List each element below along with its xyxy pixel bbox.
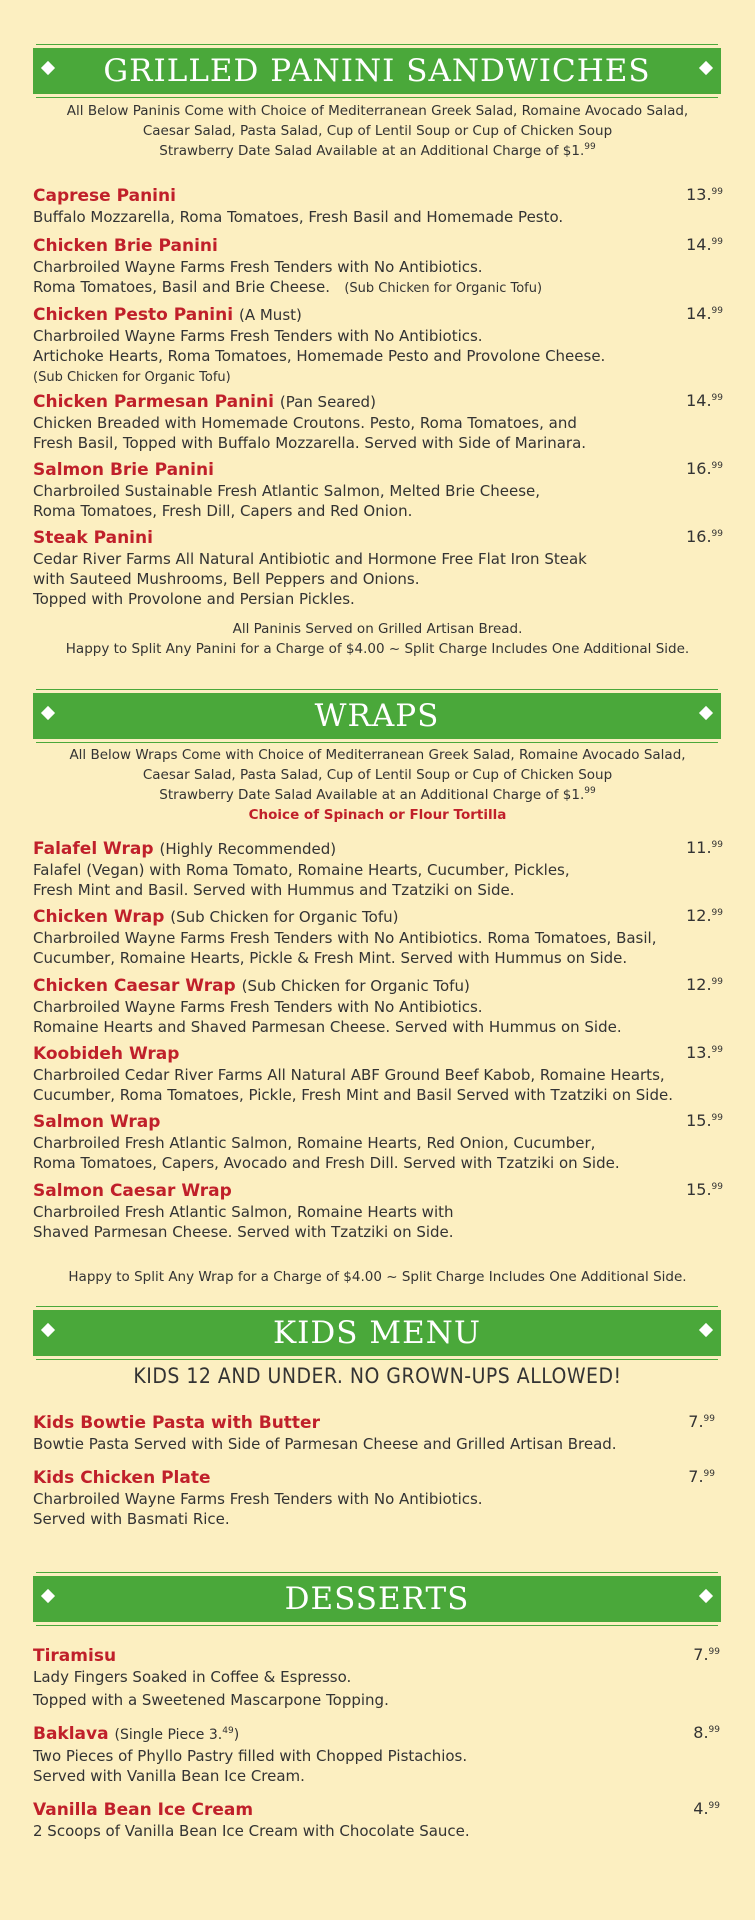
- menu-item-vanilla-bean-ice-cream: Vanilla Bean Ice Cream 2 Scoops of Vanilla Bean Ice Cream with Chocolate Sauce. 4.99: [33, 1799, 720, 1840]
- menu-item-salmon-caesar-wrap: Salmon Caesar Wrap Charbroiled Fresh Atlantic Salmon, Romaine Hearts with Shaved Parmesan Cheese. Served with Tzatziki on Side. 15.99: [33, 1180, 723, 1241]
- panini-title: GRILLED PANINI SANDWICHES: [103, 53, 651, 89]
- price: 15.99: [686, 1111, 723, 1130]
- price: 8.99: [693, 1723, 720, 1742]
- panini-footnote: All Paninis Served on Grilled Artisan Bread. Happy to Split Any Panini for a Charge of $4.00 ~ Split Charge Includes One Additional Side.: [65, 621, 690, 657]
- diamond-icon: [699, 1323, 713, 1337]
- menu-item-koobideh-wrap: Koobideh Wrap Charbroiled Cedar River Farms All Natural ABF Ground Beef Kabob, Romaine Hearts, Cucumber, Roma Tomatoes, Pickle, Fresh Mint and Basil Served with Tzatziki on Side. 13.99: [33, 1043, 723, 1104]
- wraps-title: WRAPS: [314, 698, 440, 734]
- price: 7.99: [693, 1645, 720, 1664]
- desserts-title: DESSERTS: [284, 1581, 470, 1617]
- wraps-intro: All Below Wraps Come with Choice of Mediterranean Greek Salad, Romaine Avocado Salad, Caesar Salad, Pasta Salad, Cup of Lentil Soup or Cup of Chicken Soup Strawberry Date Salad Available at an Additional Charge of $1.99 Choice of Spinach or Flour Tortilla: [0, 745, 755, 825]
- price: 15.99: [686, 1180, 723, 1199]
- price: 16.99: [686, 527, 723, 546]
- kids-title: KIDS MENU: [273, 1315, 481, 1351]
- diamond-icon: [41, 61, 55, 75]
- menu-item-salmon-brie-panini: Salmon Brie Panini Charbroiled Sustainable Fresh Atlantic Salmon, Melted Brie Cheese, Roma Tomatoes, Fresh Dill, Capers and Red Onion. 16.99: [33, 459, 723, 520]
- desserts-banner: [33, 1576, 721, 1622]
- price: 7.99: [688, 1412, 715, 1431]
- price: 13.99: [686, 185, 723, 204]
- menu-item-caprese-panini: Caprese Panini Buffalo Mozzarella, Roma Tomatoes, Fresh Basil and Homemade Pesto. 13.99: [33, 185, 723, 226]
- price: 7.99: [688, 1467, 715, 1486]
- menu-item-falafel-wrap: Falafel Wrap (Highly Recommended) Falafel (Vegan) with Roma Tomato, Romaine Hearts, Cucumber, Pickles, Fresh Mint and Basil. Served with Hummus and Tzatziki on Side. 11.99: [33, 838, 723, 899]
- menu-item-chicken-parmesan-panini: Chicken Parmesan Panini (Pan Seared) Chicken Breaded with Homemade Croutons. Pesto, Roma Tomatoes, and Fresh Basil, Topped with Buffalo Mozzarella. Served with Side of Marinara. 14.99: [33, 391, 723, 452]
- menu-item-steak-panini: Steak Panini Cedar River Farms All Natural Antibiotic and Hormone Free Flat Iron Steak with Sauteed Mushrooms, Bell Peppers and Onions. Topped with Provolone and Persian Pickles. 16.99: [33, 527, 723, 608]
- diamond-icon: [41, 1323, 55, 1337]
- diamond-icon: [699, 706, 713, 720]
- menu-item-chicken-wrap: Chicken Wrap (Sub Chicken for Organic Tofu) Charbroiled Wayne Farms Fresh Tenders with No Antibiotics. Roma Tomatoes, Basil, Cucumber, Romaine Hearts, Pickle & Fresh Mint. Served with Hummus on Side. 12.99: [33, 906, 723, 967]
- menu-item-kids-bowtie-pasta: Kids Bowtie Pasta with Butter Bowtie Pasta Served with Side of Parmesan Cheese and Grilled Artisan Bread. 7.99: [33, 1412, 715, 1453]
- kids-tagline: KIDS 12 AND UNDER. NO GROWN-UPS ALLOWED!: [133, 1364, 622, 1388]
- menu-item-chicken-caesar-wrap: Chicken Caesar Wrap (Sub Chicken for Organic Tofu) Charbroiled Wayne Farms Fresh Tenders with No Antibiotics. Romaine Hearts and Shaved Parmesan Cheese. Served with Hummus on Side. 12.99: [33, 975, 723, 1036]
- price: 12.99: [686, 975, 723, 994]
- menu-item-kids-chicken-plate: Kids Chicken Plate Charbroiled Wayne Farms Fresh Tenders with No Antibiotics. Served with Basmati Rice. 7.99: [33, 1467, 715, 1528]
- panini-intro: All Below Paninis Come with Choice of Mediterranean Greek Salad, Romaine Avocado Salad, Caesar Salad, Pasta Salad, Cup of Lentil Soup or Cup of Chicken Soup Strawberry Date Salad Available at an Additional Charge of $1.99: [66, 103, 689, 159]
- menu-item-tiramisu: Tiramisu Lady Fingers Soaked in Coffee & Espresso. Topped with a Sweetened Mascarpone Topping. 7.99: [33, 1645, 720, 1709]
- price: 12.99: [686, 906, 723, 925]
- menu-item-baklava: Baklava (Single Piece 3.49) Two Pieces of Phyllo Pastry filled with Chopped Pistachios. Served with Vanilla Bean Ice Cream. 8.99: [33, 1723, 720, 1785]
- diamond-icon: [41, 1589, 55, 1603]
- wraps-banner: [33, 693, 721, 739]
- menu-item-chicken-pesto-panini: Chicken Pesto Panini (A Must) Charbroiled Wayne Farms Fresh Tenders with No Antibiotics. Artichoke Hearts, Roma Tomatoes, Homemade Pesto and Provolone Cheese. (Sub Chicken for Organic Tofu) 14.99: [33, 304, 723, 385]
- price: 4.99: [693, 1799, 720, 1818]
- diamond-icon: [699, 1589, 713, 1603]
- menu-item-salmon-wrap: Salmon Wrap Charbroiled Fresh Atlantic Salmon, Romaine Hearts, Red Onion, Cucumber, Roma Tomatoes, Capers, Avocado and Fresh Dill. Served with Tzatziki on Side. 15.99: [33, 1111, 723, 1172]
- price: 16.99: [686, 459, 723, 478]
- price: 14.99: [686, 304, 723, 323]
- price: 11.99: [686, 838, 723, 857]
- diamond-icon: [699, 61, 713, 75]
- tortilla-choice: Choice of Spinach or Flour Tortilla: [248, 807, 507, 823]
- price: 14.99: [686, 235, 723, 254]
- menu-item-chicken-brie-panini: Chicken Brie Panini Charbroiled Wayne Farms Fresh Tenders with No Antibiotics. Roma Tomatoes, Basil and Brie Cheese. (Sub Chicken for Organic Tofu) 14.99: [33, 235, 723, 296]
- panini-banner: [33, 48, 721, 94]
- price: 13.99: [686, 1043, 723, 1062]
- wraps-footnote: Happy to Split Any Wrap for a Charge of $4.00 ~ Split Charge Includes One Additional Side.: [68, 1269, 687, 1285]
- price: 14.99: [686, 391, 723, 410]
- diamond-icon: [41, 706, 55, 720]
- kids-banner: [33, 1310, 721, 1356]
